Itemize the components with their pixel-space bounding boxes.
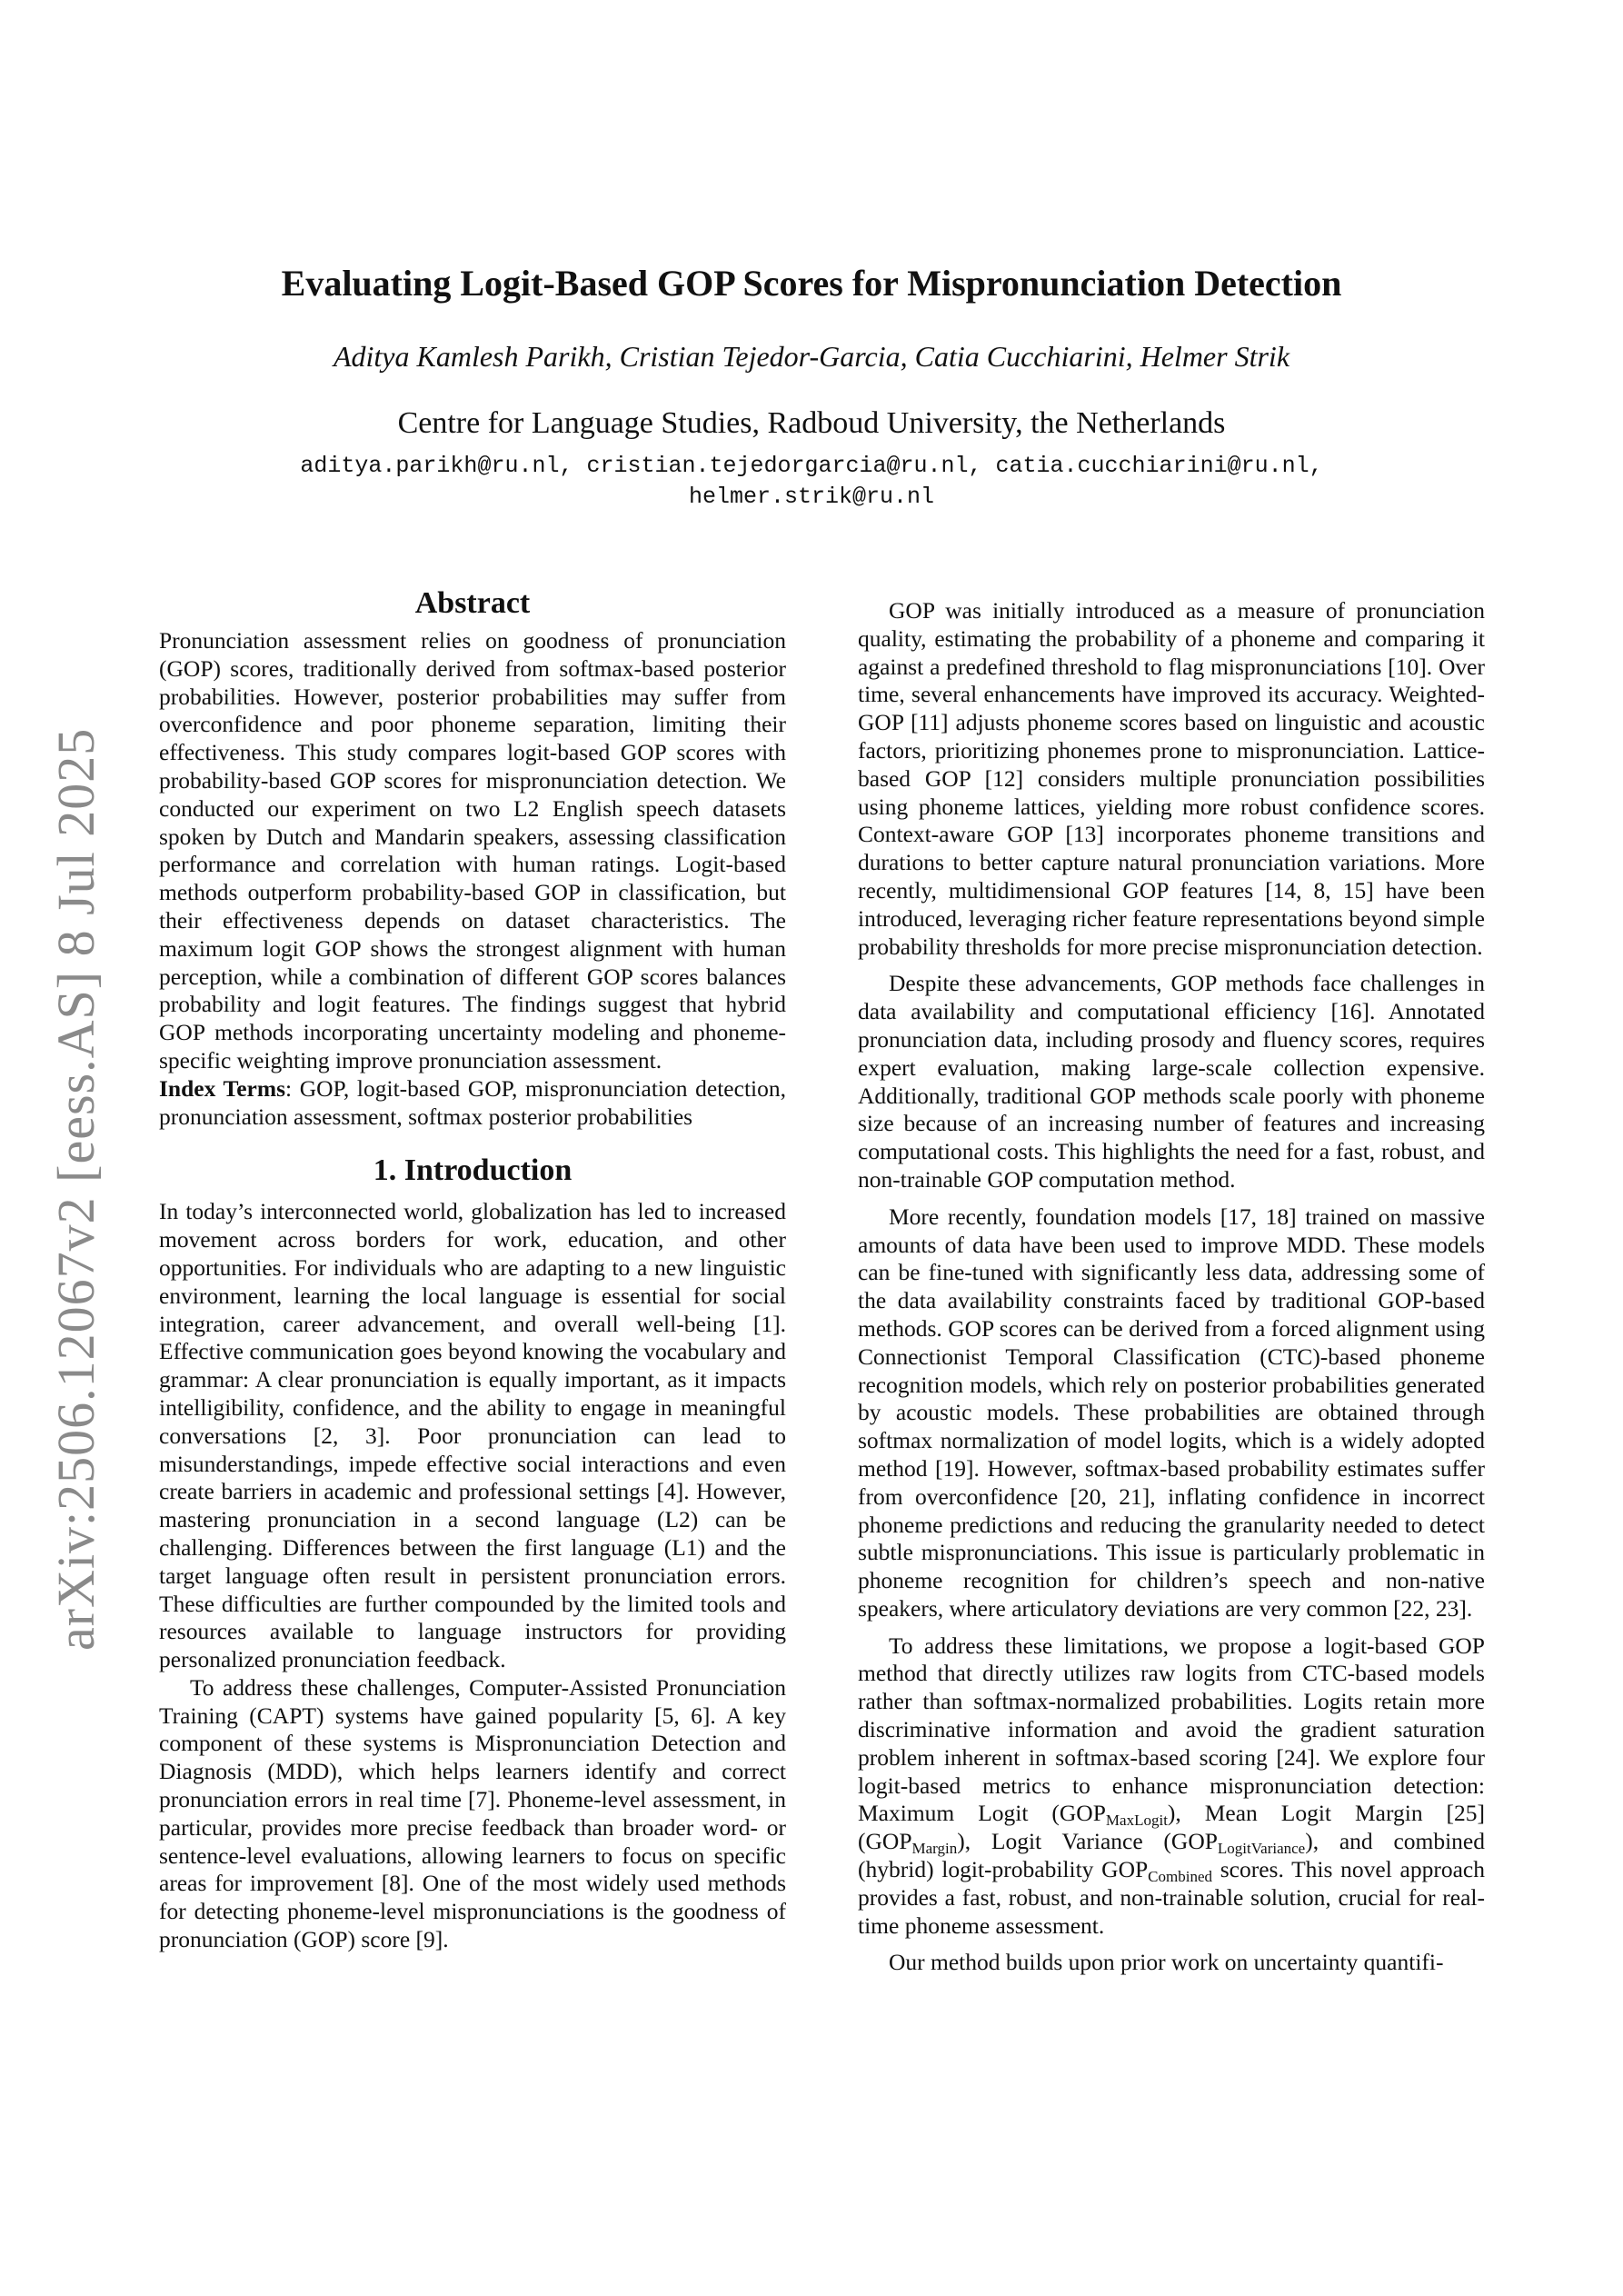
abstract-text: Pronunciation assessment relies on goodness of pronunciation (GOP) scores, traditionally derived from softmax-based posterior probabilities. However, posterior probabilities may suffer from overconfidence and poor phoneme separation, limiting their effectiveness. This study compares logit-based GOP scores with probability-based GOP scores for mispronunciation detection. We conducted our experiment on two L2 English speech datasets spoken by Dutch and Mandarin speakers, assessing classification performance and correlation with human ratings. Logit-based methods outperform probability-based GOP in classification, but their effectiveness depends on dataset characteristics. The maximum logit GOP shows the strongest alignment with human perception, while a combination of different GOP scores balances probability and logit features. The findings suggest that hybrid GOP methods incorporating uncertainty modeling and phoneme-specific weighting improve pronunciation assessment. [159, 627, 786, 1073]
intro-paragraph-2: To address these challenges, Computer-Assisted Pronunciation Training (CAPT) systems have gained popularity [5, 6]. A key component of these systems is Mispronunciation Detection and Diagnosis (MDD), which helps learners identify and correct pronunciation errors in real time [7]. Phoneme-level assessment, in particular, provides more precise feedback than broader word- or sentence-level evaluations, allowing learners to focus on specific areas for improvement [8]. One of the most widely used methods for detecting phoneme-level mispronunciations is the goodness of pronunciation (GOP) score [9]. [159, 1673, 786, 1953]
p6-text-c: ), Logit Variance (GOP [957, 1828, 1218, 1855]
email-line-2[interactable]: helmer.strik@ru.nl [688, 484, 935, 510]
abstract-heading: Abstract [414, 586, 531, 620]
introduction-heading: 1. Introduction [373, 1153, 573, 1188]
paper-title: Evaluating Logit-Based GOP Scores for Mispronunciation Detection [281, 263, 1342, 304]
intro-paragraph-1: In today’s interconnected world, globalization has led to increased movement across borders for work, education, and other opportunities. For individuals who are adapting to a new linguistic environment, learning the local language is essential for social integration, career advancement, and overall well-being [1]. Effective communication goes beyond knowing the vocabulary and grammar: A clear pronunciation is equally important, as it impacts intelligibility, confidence, and the ability to engage in meaningful conversations [2, 3]. Poor pronunciation can lead to misunderstandings, impede effective social interactions and even create barriers in academic and professional settings [4]. However, mastering pronunciation in a second language (L2) can be challenging. Differences between the first language (L1) and the target language often result in persistent pronunciation errors. These difficulties are further compounded by the limited tools and resources available to language instructors for providing personalized pronunciation feedback. [159, 1198, 786, 1673]
affiliation: Centre for Language Studies, Radboud University, the Netherlands [397, 406, 1226, 440]
p6-text-e: scores. This novel approach provides a fast, robust, and non-trainable solution, crucial for real-time phoneme assessment. [858, 1856, 1485, 1939]
email-line-1[interactable]: aditya.parikh@ru.nl, cristian.tejedorgarcia@ru.nl, catia.cucchiarini@ru.nl, [300, 453, 1323, 479]
p6-text-d: ), and combined (hybrid) logit-probability GOP [858, 1828, 1485, 1883]
intro-paragraph-6 [858, 1632, 1485, 1941]
intro-paragraph-5: More recently, foundation models [17, 18] trained on massive amounts of data have been used to improve MDD. These models can be fine-tuned with significantly less data, addressing some of the data availability constraints faced by traditional GOP-based methods. GOP scores can be derived from a forced alignment using Connectionist Temporal Classification (CTC)-based phoneme recognition models, which rely on posterior probabilities generated by acoustic models. These probabilities are obtained through softmax normalization of model logits, which is a widely adopted method [19]. However, softmax-based probability estimates suffer from overconfidence [20, 21], inflating confidence in incorrect phoneme predictions and reducing the granularity needed to detect subtle mispronunciations. This issue is particularly problematic in phoneme recognition for children’s speech and non-native speakers, where articulatory deviations are very common [22, 23]. [858, 1203, 1485, 1622]
right-column [858, 597, 1485, 1977]
gop-margin-subscript: Margin [911, 1840, 958, 1858]
intro-paragraph-7: Our method builds upon prior work on uncertainty quantifi- [889, 1949, 1444, 1976]
author-emails [136, 451, 1487, 513]
author-list: Aditya Kamlesh Parikh, Cristian Tejedor-Garcia, Catia Cucchiarini, Helmer Strik [333, 340, 1290, 373]
index-terms-text: : GOP, logit-based GOP, mispronunciation detection, pronunciation assessment, softmax posterior probabilities [159, 1074, 786, 1130]
p6-text-a: To address these limitations, we propose a logit-based GOP method that directly utilizes raw logits from CTC-based models rather than softmax-normalized probabilities. Logits retain more discriminative information and avoid the gradient saturation problem inherent in softmax-based scoring [24]. We explore four logit-based metrics to enhance mispronunciation detection: Maximum Logit (GOP [858, 1632, 1485, 1827]
gop-logitvariance-subscript: LogitVariance [1217, 1840, 1306, 1858]
intro-paragraph-4: Despite these advancements, GOP methods face challenges in data availability and computational efficiency [16]. Annotated pronunciation data, including prosody and fluency scores, requires expert evaluation, making large-scale collection expensive. Additionally, traditional GOP methods scale poorly with phoneme size because of an increasing number of features and increasing computational costs. This highlights the need for a fast, robust, and non-trainable GOP computation method. [858, 970, 1485, 1193]
intro-paragraph-3: GOP was initially introduced as a measure of pronunciation quality, estimating the probability of a phoneme and comparing it against a predefined threshold to flag mispronunciations [10]. Over time, several enhancements have improved its accuracy. Weighted-GOP [11] adjusts phoneme scores based on linguistic and acoustic factors, prioritizing phonemes prone to mispronunciation. Lattice-based GOP [12] considers multiple pronunciation possibilities using phoneme lattices, yielding more robust confidence scores. Context-aware GOP [13] incorporates phoneme transitions and durations to better capture natural pronunciation variations. More recently, multidimensional GOP features [14, 8, 15] have been introduced, leveraging richer feature representations beyond simple probability thresholds for more precise mispronunciation detection. [858, 597, 1485, 960]
left-column [159, 585, 786, 1954]
gop-combined-subscript: Combined [1148, 1868, 1213, 1886]
arxiv-identifier[interactable]: arXiv:2506.12067v2 [eess.AS] 8 Jul 2025 [46, 727, 105, 1651]
index-terms [159, 1075, 786, 1132]
index-terms-label: Index Terms [159, 1074, 285, 1102]
p6-text-b: ), Mean Logit Margin [25] (GOP [858, 1800, 1486, 1855]
gop-maxlogit-subscript: MaxLogit [1105, 1812, 1168, 1830]
